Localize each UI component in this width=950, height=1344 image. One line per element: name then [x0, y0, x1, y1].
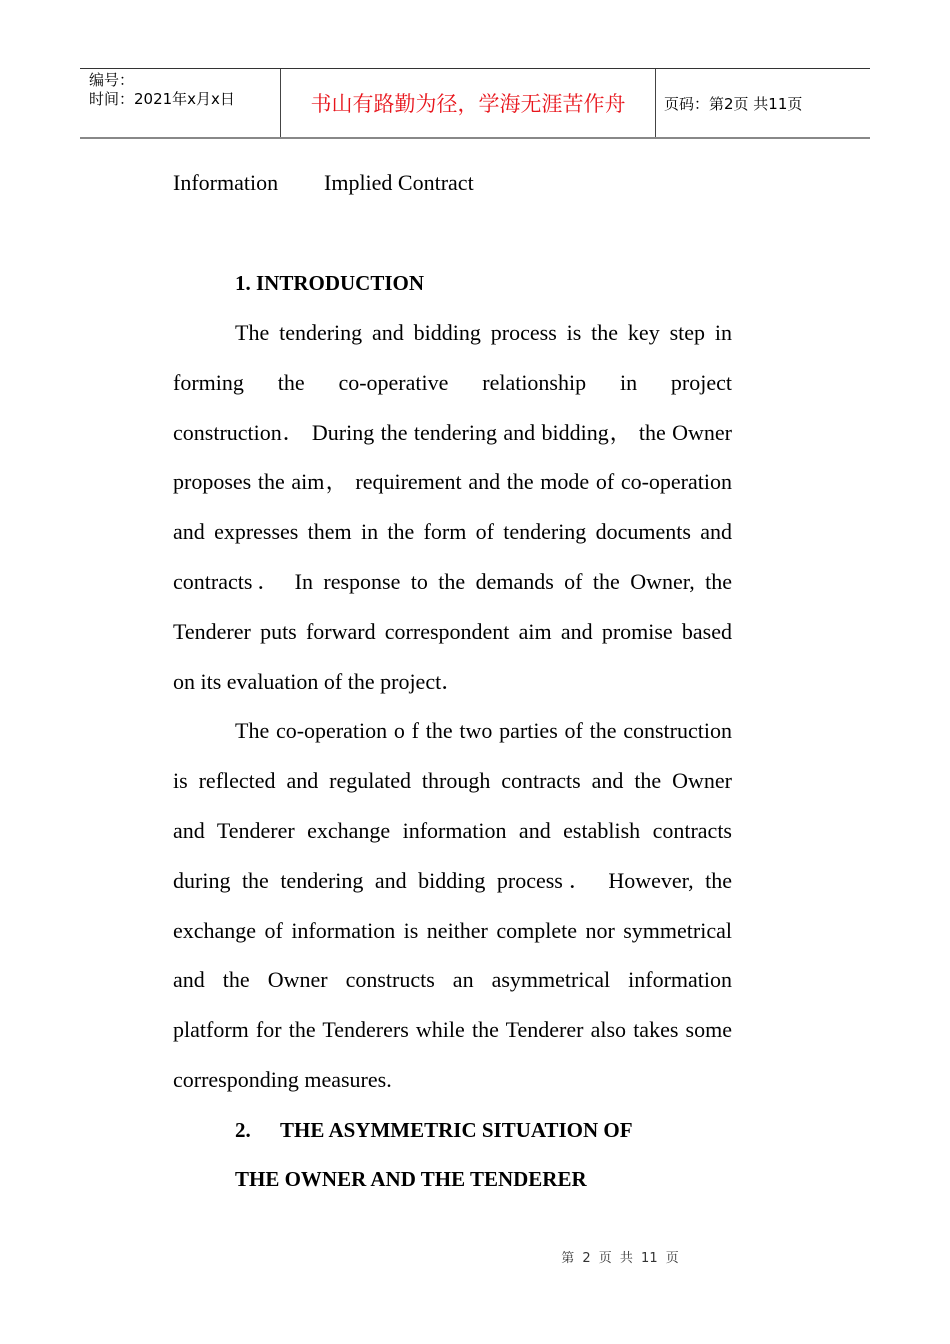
section-heading: THE OWNER AND THE TENDERER: [235, 1167, 587, 1191]
text-line: exchange of information is neither complete nor symmetrical: [173, 917, 732, 943]
text-line: and the Owner constructs an asymmetrical information: [173, 967, 732, 993]
text-line: platform for the Tenderers while the Tenderer also takes some: [173, 1017, 732, 1043]
text-line: Tenderer puts forward correspondent aim and promise based: [173, 618, 732, 644]
text-line: corresponding measures.: [173, 1067, 392, 1092]
text-line: and expresses them in the form of tendering documents and: [173, 519, 732, 545]
text-line: proposes the aim， requirement and the mode of co-operation: [173, 469, 732, 495]
date-label: 时间：2021年x月x日: [89, 90, 235, 108]
text-line: The co-operation o f the two parties of the construction: [235, 718, 732, 744]
text-line: contracts． In response to the demands of the Owner, the: [173, 569, 732, 594]
text-line: on its evaluation of the project．: [173, 668, 464, 694]
text-line: forming the co-operative relationship in project: [173, 369, 732, 395]
motto: 书山有路勤为径，学海无涯苦作舟: [280, 69, 656, 137]
text-line: during the tendering and bidding process． However, the: [173, 867, 732, 893]
section-heading: 1. INTRODUCTION: [235, 271, 425, 295]
page-footer: 第 2 页 共 11 页: [561, 1251, 679, 1266]
text-line: construction． During the tendering and bidding， the Owner: [173, 419, 732, 445]
section-number: 2.: [235, 1118, 251, 1142]
keyword: Information: [173, 170, 279, 195]
section-heading: THE ASYMMETRIC SITUATION OF: [280, 1118, 633, 1142]
text-line: The tendering and bidding process is the key step in: [235, 320, 732, 345]
text-line: is reflected and regulated through contracts and the Owner: [173, 768, 732, 794]
keyword: Implied Contract: [324, 170, 474, 195]
number-label: 编号：: [89, 71, 135, 89]
page-label: 页码：第2页 共11页: [664, 94, 803, 113]
page-header-table: [80, 68, 870, 139]
header-meta-cell: [80, 69, 280, 137]
text-line: and Tenderer exchange information and establish contracts: [173, 818, 732, 843]
